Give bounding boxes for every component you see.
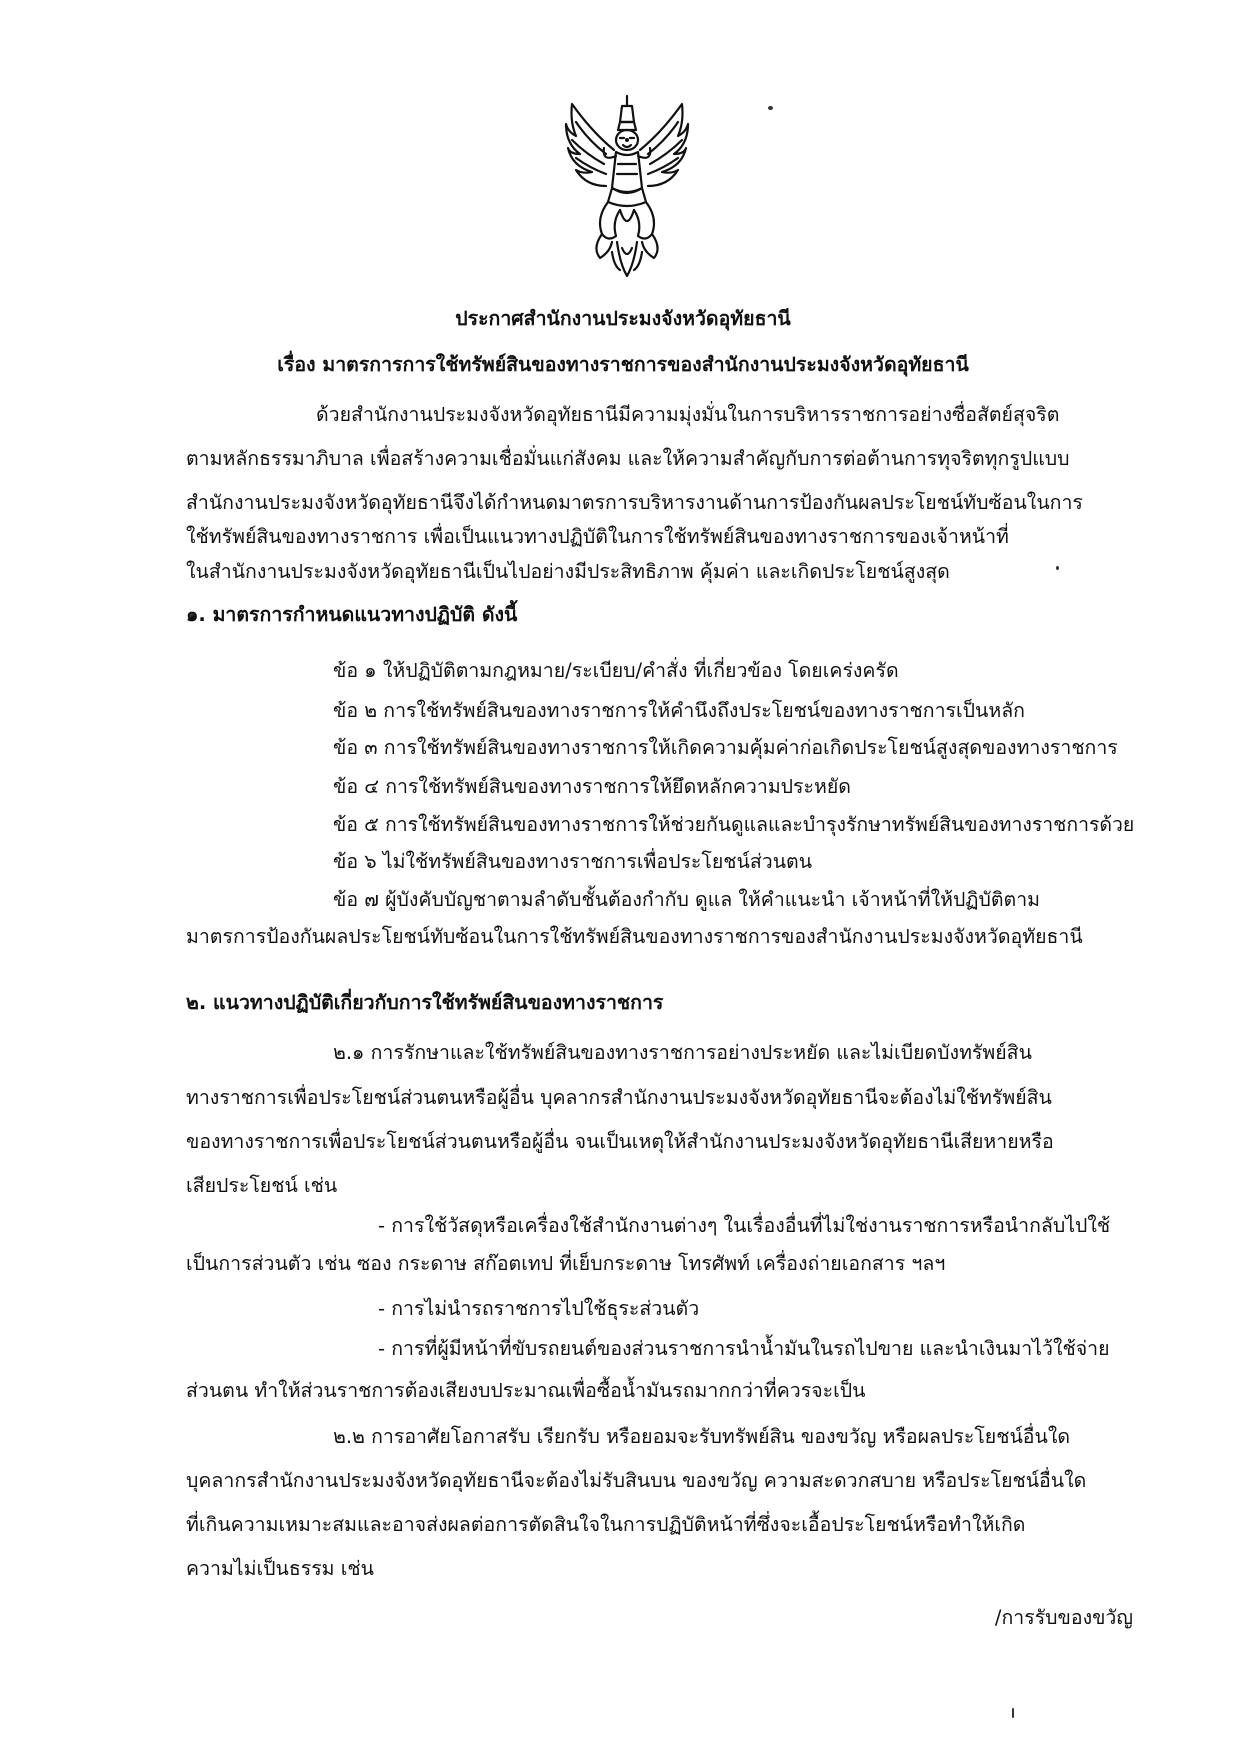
- section-1-item: ข้อ ๕ การใช้ทรัพย์สินของทางราชการให้ช่วยกันดูแลและบำรุงรักษาทรัพย์สินของทางราชการด้วย: [333, 813, 1135, 836]
- scan-speck: [1012, 1708, 1014, 1718]
- intro-line: ในสำนักงานประมงจังหวัดอุทัยธานีเป็นไปอย่างมีประสิทธิภาพ คุ้มค่า และเกิดประโยชน์สูงสุด: [186, 560, 950, 583]
- section-2-1-line: เสียประโยชน์ เช่น: [186, 1174, 338, 1197]
- section-2-1-line: ของทางราชการเพื่อประโยชน์ส่วนตนหรือผู้อื่น จนเป็นเหตุให้สำนักงานประมงจังหวัดอุทัยธานีเสียหายหรือ: [186, 1130, 1054, 1153]
- section-2-bullet: - การที่ผู้มีหน้าที่ขับรถยนต์ของส่วนราชการนำน้ำมันในรถไปขาย และนำเงินมาไว้ใช้จ่าย: [378, 1337, 1110, 1360]
- intro-line: ตามหลักธรรมาภิบาล เพื่อสร้างความเชื่อมั่นแก่สังคม และให้ความสำคัญกับการต่อต้านการทุจริตทุกรูปแบบ: [186, 447, 1070, 470]
- section-2-bullet: - การใช้วัสดุหรือเครื่องใช้สำนักงานต่างๆ ในเรื่องอื่นที่ไม่ใช่งานราชการหรือนำกลับไปใช้: [378, 1214, 1111, 1237]
- section-2-bullet: - การไม่นำรถราชการไปใช้ธุระส่วนตัว: [378, 1297, 700, 1320]
- section-2-bullet: เป็นการส่วนตัว เช่น ซอง กระดาษ สก๊อตเทป ที่เย็บกระดาษ โทรศัพท์ เครื่องถ่ายเอกสาร ฯลฯ: [186, 1252, 946, 1275]
- section-1-item-continuation: มาตรการป้องกันผลประโยชน์ทับซ้อนในการใช้ทรัพย์สินของทางราชการของสำนักงานประมงจังหวัดอุทัยธานี: [186, 925, 1083, 948]
- intro-line: สำนักงานประมงจังหวัดอุทัยธานีจึงได้กำหนดมาตรการบริหารงานด้านการป้องกันผลประโยชน์ทับซ้อนในการ: [186, 491, 1083, 514]
- announcement-title: ประกาศสำนักงานประมงจังหวัดอุทัยธานี: [455, 307, 791, 330]
- intro-line: ใช้ทรัพย์สินของทางราชการ เพื่อเป็นแนวทางปฏิบัติในการใช้ทรัพย์สินของทางราชการของเจ้าหน้าที่: [186, 525, 1009, 548]
- scan-speck: [1056, 566, 1059, 570]
- page-continuation: /การรับของขวัญ: [994, 1606, 1133, 1629]
- section-2-2-line: ๒.๒ การอาศัยโอกาสรับ เรียกรับ หรือยอมจะรับทรัพย์สิน ของขวัญ หรือผลประโยชน์อื่นใด: [333, 1425, 1071, 1448]
- section-1-item: ข้อ ๓ การใช้ทรัพย์สินของทางราชการให้เกิดความคุ้มค่าก่อเกิดประโยชน์สูงสุดของทางราชการ: [333, 736, 1118, 759]
- section-2-heading: ๒. แนวทางปฏิบัติเกี่ยวกับการใช้ทรัพย์สินของทางราชการ: [186, 991, 664, 1014]
- section-2-1-line: ๒.๑ การรักษาและใช้ทรัพย์สินของทางราชการอย่างประหยัด และไม่เบียดบังทรัพย์สิน: [333, 1041, 1032, 1064]
- section-2-2-line: ความไม่เป็นธรรม เช่น: [186, 1557, 374, 1580]
- garuda-emblem-icon: [562, 92, 692, 280]
- intro-line: ด้วยสำนักงานประมงจังหวัดอุทัยธานีมีความมุ่งมั่นในการบริหารราชการอย่างซื่อสัตย์สุจริต: [316, 403, 1060, 426]
- section-1-item: ข้อ ๑ ให้ปฏิบัติตามกฎหมาย/ระเบียบ/คำสั่ง ที่เกี่ยวข้อง โดยเคร่งครัด: [333, 659, 899, 682]
- scan-speck: [768, 106, 773, 110]
- section-1-item: ข้อ ๔ การใช้ทรัพย์สินของทางราชการให้ยึดหลักความประหยัด: [333, 775, 851, 798]
- section-1-heading: ๑. มาตรการกำหนดแนวทางปฏิบัติ ดังนี้: [186, 603, 518, 626]
- section-1-item: ข้อ ๒ การใช้ทรัพย์สินของทางราชการให้คำนึงถึงประโยชน์ของทางราชการเป็นหลัก: [333, 699, 1025, 722]
- section-2-2-line: บุคลากรสำนักงานประมงจังหวัดอุทัยธานีจะต้องไม่รับสินบน ของขวัญ ความสะดวกสบาย หรือประโยชน์อื่นใด: [186, 1469, 1087, 1492]
- section-2-2-line: ที่เกินความเหมาะสมและอาจส่งผลต่อการตัดสินใจในการปฏิบัติหน้าที่ซึ่งจะเอื้อประโยชน์หรือทำให้เกิด: [186, 1513, 1026, 1536]
- section-1-item: ข้อ ๖ ไม่ใช้ทรัพย์สินของทางราชการเพื่อประโยชน์ส่วนตน: [333, 850, 813, 873]
- announcement-subject: เรื่อง มาตรการการใช้ทรัพย์สินของทางราชการของสำนักงานประมงจังหวัดอุทัยธานี: [277, 353, 969, 376]
- section-2-bullet: ส่วนตน ทำให้ส่วนราชการต้องเสียงบประมาณเพื่อซื้อน้ำมันรถมากกว่าที่ควรจะเป็น: [186, 1379, 866, 1402]
- section-1-item: ข้อ ๗ ผู้บังคับบัญชาตามลำดับชั้นต้องกำกับ ดูแล ให้คำแนะนำ เจ้าหน้าที่ให้ปฏิบัติตาม: [333, 888, 1041, 911]
- section-2-1-line: ทางราชการเพื่อประโยชน์ส่วนตนหรือผู้อื่น บุคลากรสำนักงานประมงจังหวัดอุทัยธานีจะต้องไม่ใช้ทรัพย์สิน: [186, 1086, 1052, 1109]
